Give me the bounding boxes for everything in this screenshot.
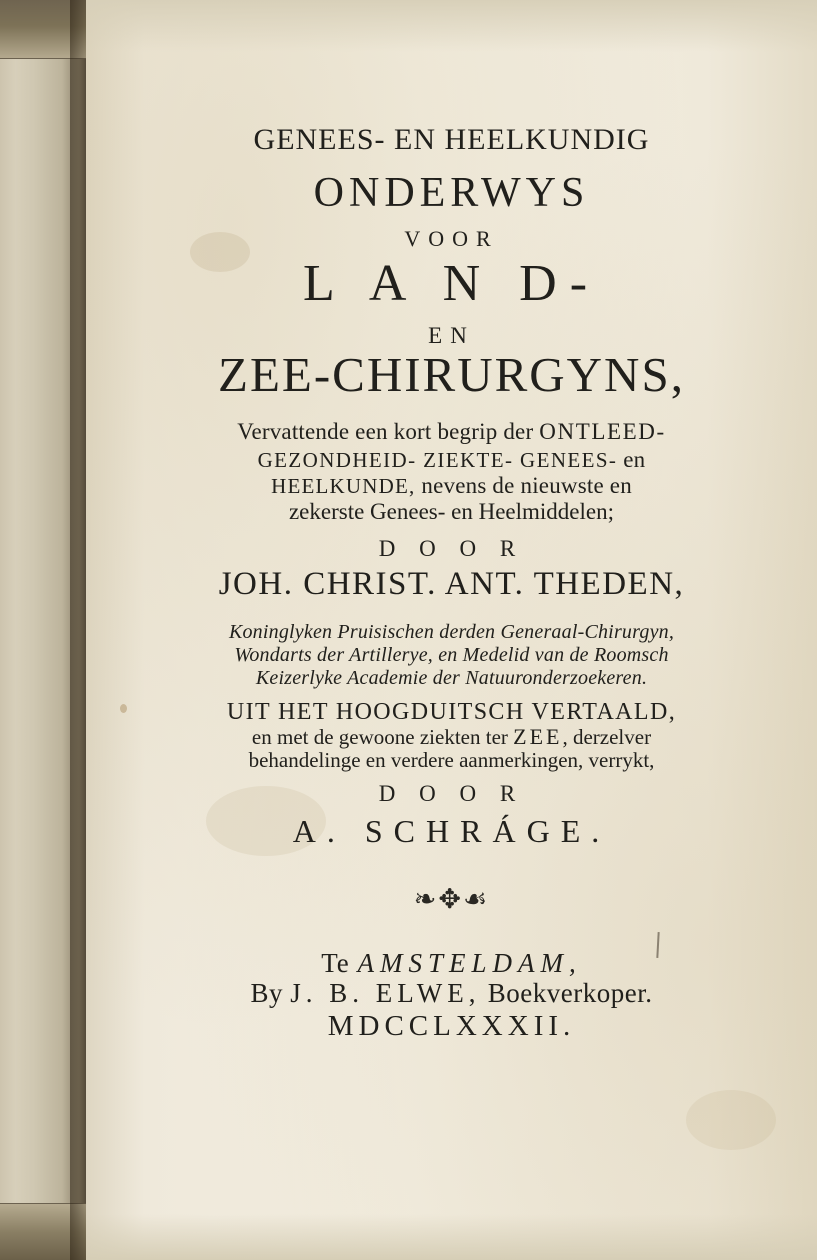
imprint-city: AMSTELDAM,	[357, 948, 582, 978]
by-label-1	[86, 537, 817, 560]
translation-note-2-prefix: en met de gewoone ziekten ter	[251, 725, 514, 749]
subtitle-line-2	[86, 448, 817, 471]
subtitle-line-1-prefix: Vervattende een kort begrip der	[237, 419, 540, 444]
translation-note-3-text: behandelinge en verdere aanmerkingen, verrykt,	[248, 748, 655, 772]
imprint-line-2	[86, 980, 817, 1007]
subtitle-line-4-text: zekerste Genees- en Heelmiddelen;	[288, 499, 615, 524]
title-page-text-block	[86, 0, 817, 1260]
author-credential-1-text: Koninglyken Pruisischen derden Generaal-Chirurgyn,	[228, 621, 675, 643]
title-line-6	[86, 347, 817, 402]
imprint-year	[86, 1012, 817, 1041]
subtitle-line-4	[86, 500, 817, 523]
translator-name-text: A. SCHRÁGE.	[292, 813, 611, 849]
translation-note-line-3	[86, 750, 817, 771]
subtitle-line-2-tail: en	[617, 447, 646, 472]
translation-note-line-2	[86, 726, 817, 748]
author-credential-line-3	[86, 668, 817, 688]
title-line-2	[86, 172, 817, 214]
title-line-4-text: L A N D-	[302, 255, 601, 312]
translation-note-1-text: UIT HET HOOGDUITSCH VERTAALD,	[226, 699, 677, 725]
imprint-publisher-role: Boekverkoper.	[480, 978, 653, 1008]
subtitle-line-2-smallcaps: GEZONDHEID- ZIEKTE- GENEES-	[257, 448, 618, 472]
imprint-year-text: MDCCLXXXII.	[327, 1010, 576, 1042]
by-label-2	[86, 782, 817, 805]
imprint-by-prefix: By	[250, 978, 291, 1008]
translation-note-2-tail: , derzelver	[562, 725, 652, 749]
title-line-1-text: GENEES- EN HEELKUNDIG	[253, 123, 650, 156]
translation-note-line-1	[86, 700, 817, 724]
author-name-text: JOH. CHRIST. ANT. THEDEN,	[218, 566, 685, 602]
title-line-5-text: EN	[428, 323, 475, 348]
author-credential-3-text: Keizerlyke Academie der Natuuronderzoekeren.	[255, 667, 648, 689]
imprint-line-1	[86, 950, 817, 977]
subtitle-line-3-tail: nevens de nieuwste en	[415, 473, 632, 498]
author-credential-2-text: Wondarts der Artillerye, en Medelid van de Roomsch	[234, 644, 669, 666]
title-line-1	[86, 125, 817, 155]
subtitle-line-1-smallcaps: ONTLEED-	[539, 419, 666, 444]
title-page-leaf	[86, 0, 817, 1260]
author-name	[86, 568, 817, 601]
printers-ornament-icon	[86, 884, 817, 915]
title-line-5	[86, 324, 817, 347]
translation-note-2-spaced: ZEE	[513, 724, 563, 749]
translator-name	[86, 815, 817, 847]
author-credential-line-2	[86, 645, 817, 665]
title-line-6-text: ZEE-CHIRURGYNS,	[218, 347, 685, 402]
subtitle-line-3-smallcaps: HEELKUNDE,	[271, 474, 416, 498]
printers-ornament-glyph: ❧✥☙	[413, 884, 490, 914]
title-line-3	[86, 228, 817, 250]
title-line-3-text: VOOR	[404, 226, 499, 251]
imprint-publisher: J. B. ELWE,	[290, 978, 481, 1008]
subtitle-line-3	[86, 474, 817, 497]
by-label-2-text: D O O R	[378, 781, 525, 806]
subtitle-line-1	[86, 420, 817, 443]
imprint-prefix: Te	[321, 948, 358, 978]
title-line-2-text: ONDERWYS	[313, 170, 590, 216]
author-credential-line-1	[86, 622, 817, 642]
by-label-1-text: D O O R	[378, 536, 525, 561]
title-line-4	[86, 255, 817, 312]
